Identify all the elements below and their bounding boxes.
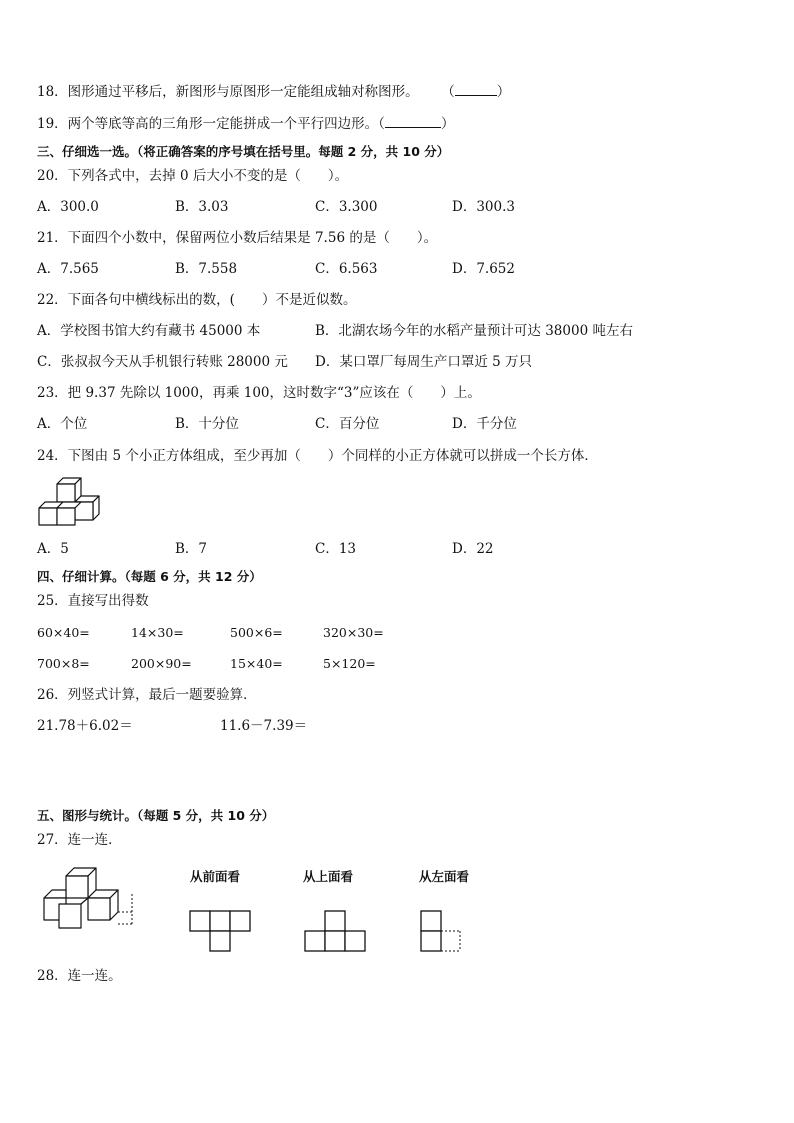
question-21-text: 21．下面四个小数中，保留两位小数后结果是 7.56 的是（ ）。: [37, 230, 438, 246]
question-23-text: 23．把 9.37 先除以 1000，再乘 100，这时数字“3”应该在（ ）上。: [37, 385, 481, 401]
question-25-text: 25．直接写出得数: [37, 593, 149, 609]
question-19-close-paren: ）: [440, 116, 455, 132]
question-24-text: 24．下图由 5 个小正方体组成，至少再加（ ）个同样的小正方体就可以拼成一个长方体．: [37, 448, 598, 464]
q20-option-b[interactable]: B．3.03: [175, 199, 229, 215]
cube-stack-figure: [37, 476, 107, 526]
view-label-top: 从上面看: [303, 869, 354, 884]
answer-blank-18[interactable]: [455, 83, 497, 96]
q25-item-8: 5×120=: [323, 656, 376, 671]
q21-option-d[interactable]: D．7.652: [452, 261, 515, 277]
q20-option-d[interactable]: D．300.3: [452, 199, 515, 215]
q26-expression-1: 21.78＋6.02＝: [37, 718, 133, 734]
q22-option-d[interactable]: D．某口罩厂每周生产口罩近 5 万只: [315, 354, 532, 370]
q22-option-a[interactable]: A．学校图书馆大约有藏书 45000 本: [37, 323, 261, 339]
q25-item-3: 500×6=: [230, 625, 283, 640]
q26-expression-2: 11.6－7.39＝: [220, 718, 308, 734]
q25-item-1: 60×40=: [37, 625, 90, 640]
question-26-text: 26．列竖式计算，最后一题要验算．: [37, 687, 257, 703]
question-28-text: 28．连一连。: [37, 968, 122, 984]
q25-item-5: 700×8=: [37, 656, 90, 671]
left-view-shape[interactable]: [420, 910, 468, 954]
question-20-text: 20．下列各式中，去掉 0 后大小不变的是（ ）。: [37, 168, 349, 184]
q20-option-a[interactable]: A．300.0: [37, 199, 99, 215]
q24-option-c[interactable]: C．13: [315, 541, 357, 557]
q24-option-b[interactable]: B．7: [175, 541, 208, 557]
q23-option-d[interactable]: D．千分位: [452, 416, 517, 432]
q23-option-a[interactable]: A．个位: [37, 416, 88, 432]
q20-option-c[interactable]: C．3.300: [315, 199, 378, 215]
section-3-title: 三、仔细选一选。（将正确答案的序号填在括号里。每题 2 分，共 10 分）: [37, 144, 450, 159]
question-19: [37, 115, 454, 133]
question-18-text: 18．图形通过平移后，新图形与原图形一定能组成轴对称图形。: [37, 84, 419, 100]
question-22-text: 22．下面各句中横线标出的数，( ）不是近似数。: [37, 292, 357, 308]
top-view-shape[interactable]: [304, 910, 368, 954]
solid-figure-3d: [42, 864, 142, 934]
front-view-shape[interactable]: [189, 910, 253, 954]
question-18-close-paren: ）: [496, 84, 511, 100]
answer-blank-19[interactable]: [385, 115, 441, 128]
section-5-title: 五、图形与统计。（每题 5 分，共 10 分）: [37, 808, 275, 823]
q25-item-6: 200×90=: [131, 656, 192, 671]
q21-option-b[interactable]: B．7.558: [175, 261, 238, 277]
view-label-front: 从前面看: [190, 869, 241, 884]
question-18: [37, 83, 510, 101]
q25-item-7: 15×40=: [230, 656, 283, 671]
question-27-text: 27．连一连．: [37, 832, 122, 848]
q24-option-a[interactable]: A．5: [37, 541, 69, 557]
q22-option-b[interactable]: B．北湖农场今年的水稻产量预计可达 38000 吨左右: [315, 323, 633, 339]
q23-option-c[interactable]: C．百分位: [315, 416, 380, 432]
view-label-left: 从左面看: [419, 869, 470, 884]
question-19-text: 19．两个等底等高的三角形一定能拼成一个平行四边形。（: [37, 116, 385, 132]
q23-option-b[interactable]: B．十分位: [175, 416, 239, 432]
q25-item-2: 14×30=: [131, 625, 184, 640]
section-4-title: 四、仔细计算。（每题 6 分，共 12 分）: [37, 569, 262, 584]
q24-option-d[interactable]: D．22: [452, 541, 494, 557]
q22-option-c[interactable]: C．张叔叔今天从手机银行转账 28000 元: [37, 354, 288, 370]
q21-option-c[interactable]: C．6.563: [315, 261, 378, 277]
q25-item-4: 320×30=: [323, 625, 384, 640]
q21-option-a[interactable]: A．7.565: [37, 261, 99, 277]
question-18-open-paren: （: [441, 84, 455, 100]
